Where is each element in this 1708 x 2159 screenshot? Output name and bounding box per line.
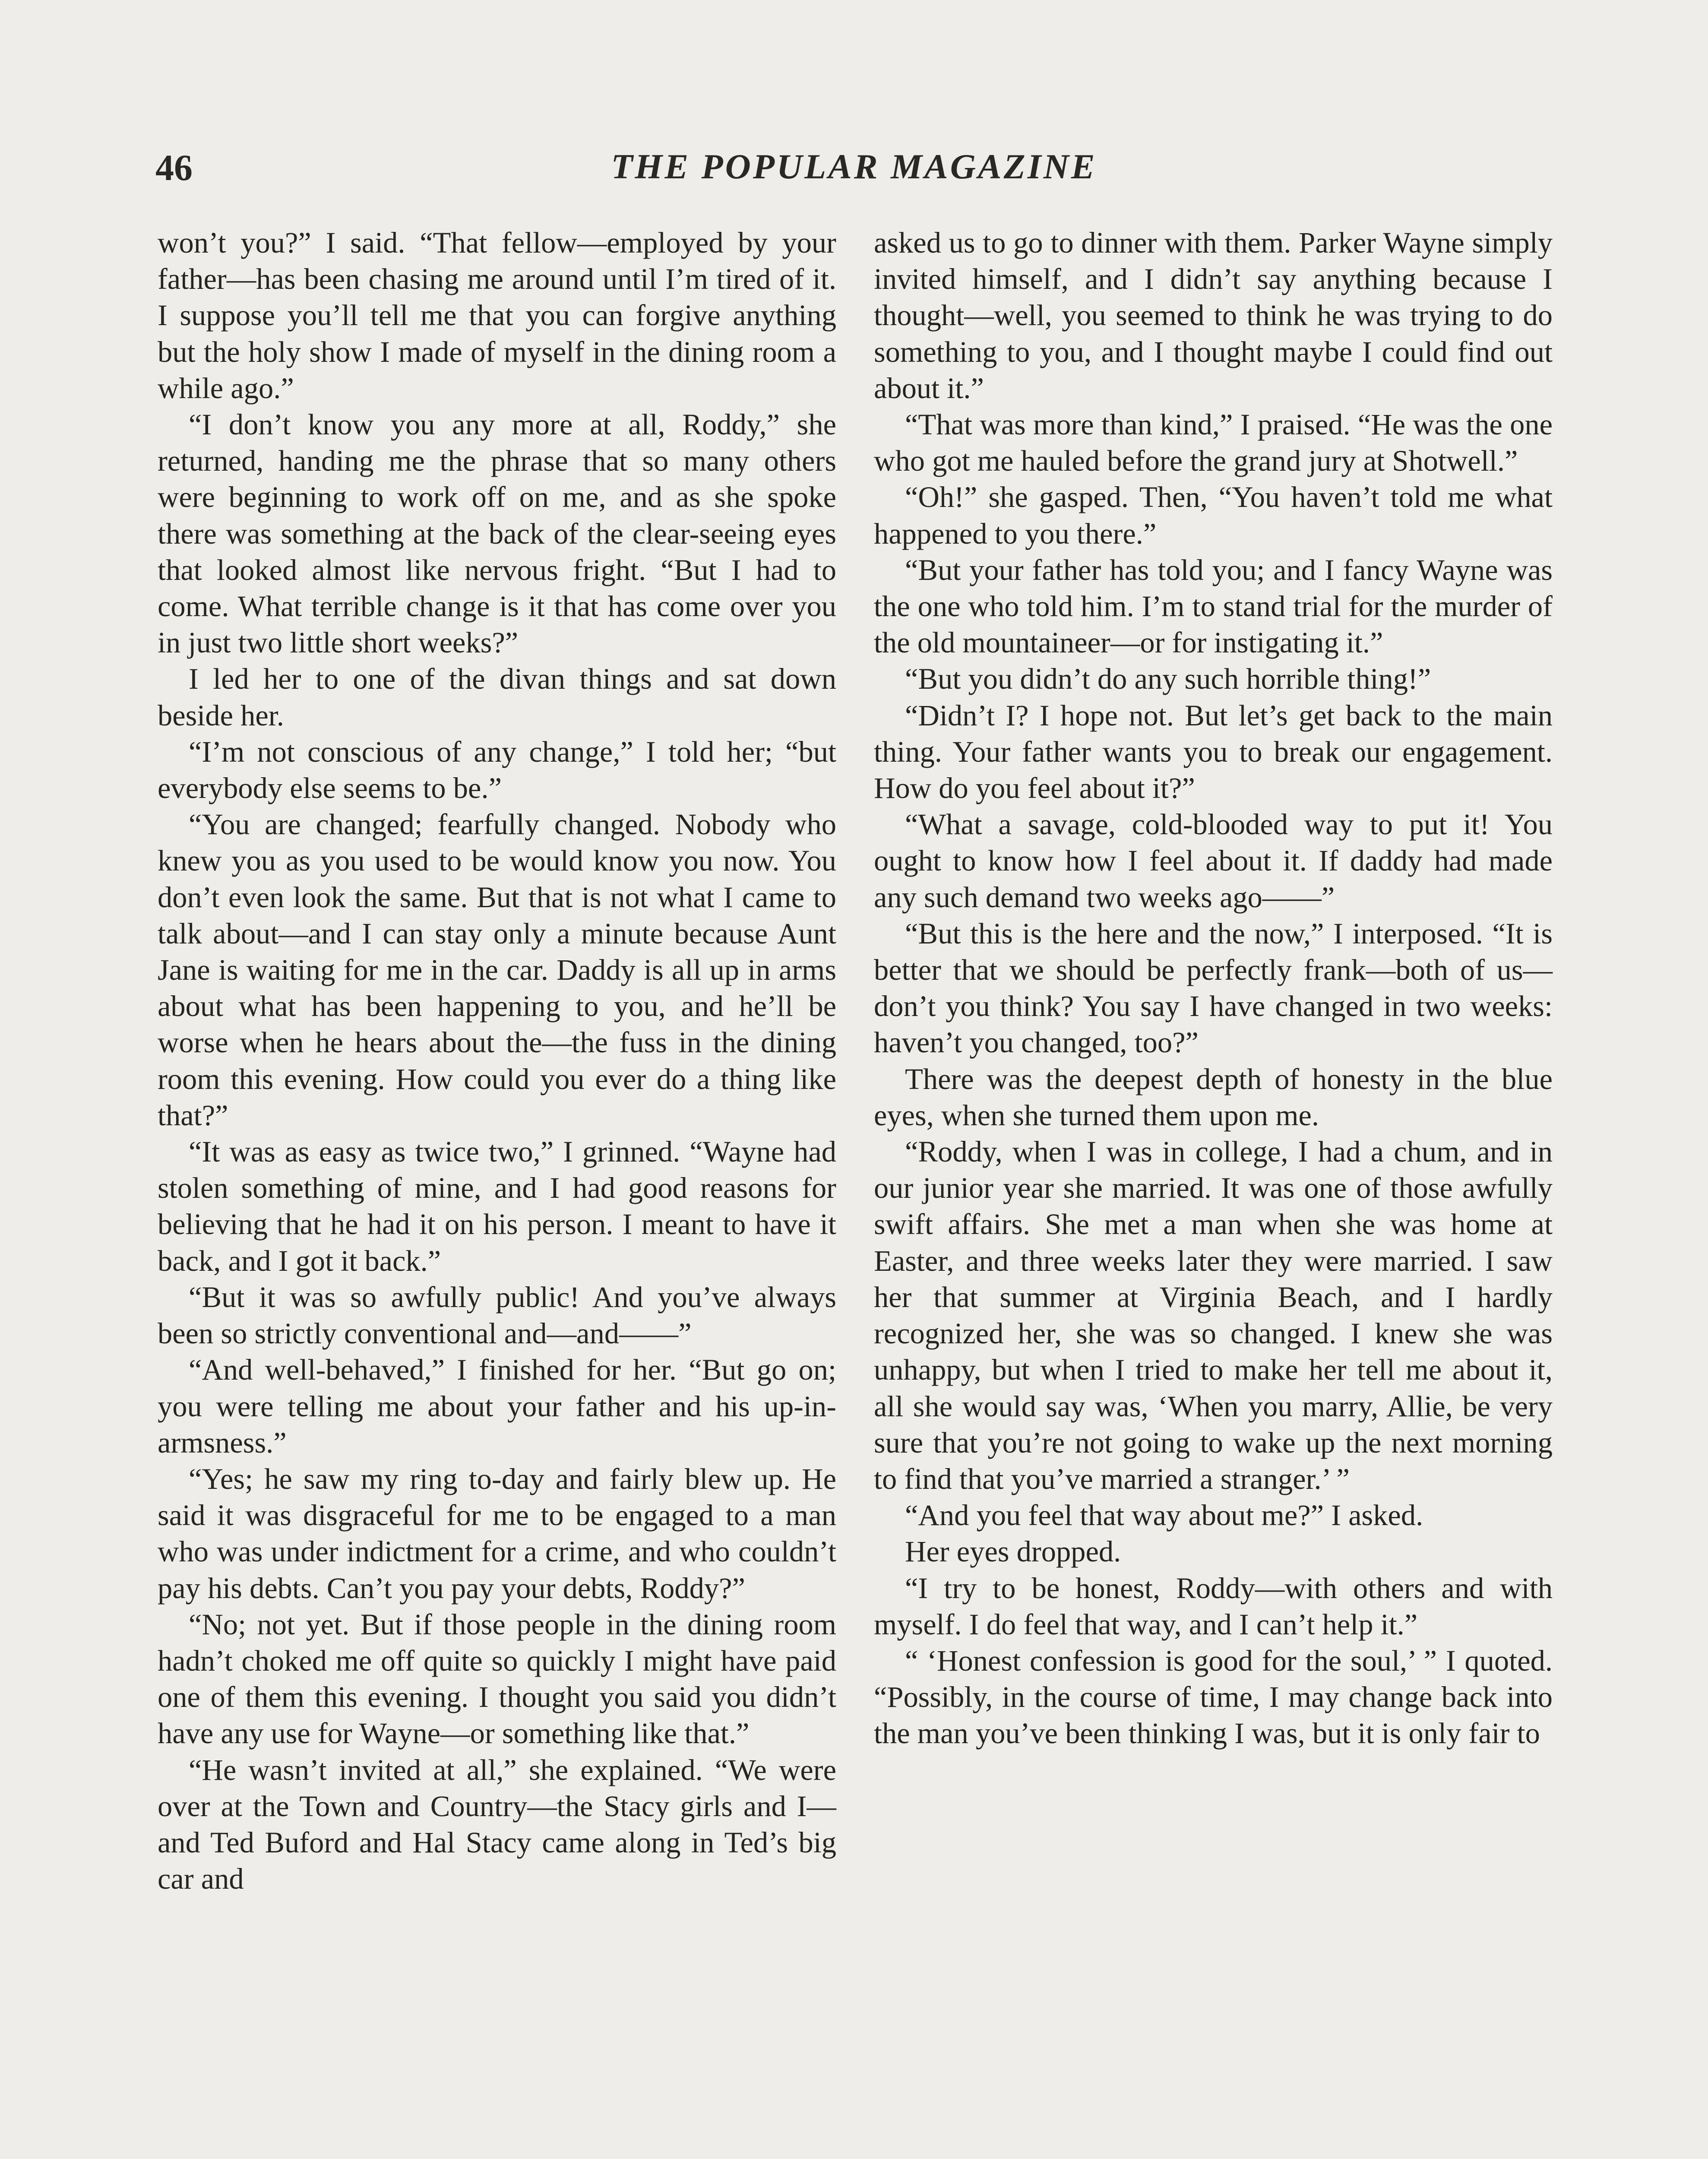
paragraph: “But this is the here and the now,” I interposed. “It is better that we should be perfectly frank—both of us—don’t you think? You say I have changed in two weeks: haven’t you changed, too?”: [874, 917, 1553, 1059]
paragraph: “But your father has told you; and I fancy Wayne was the one who told him. I’m to stand trial for the murder of the old mountaineer—or for instigating it.”: [874, 553, 1553, 659]
paragraph: asked us to go to dinner with them. Parker Wayne simply invited himself, and I didn’t say anything because I thought—well, you seemed to think he was trying to do something to you, and I thought maybe I could find out about it.”: [874, 226, 1553, 405]
paragraph: “I don’t know you any more at all, Roddy,” she returned, handing me the phrase that so many others were beginning to work off on me, and as she spoke there was something at the back of the clear-seeing eyes that looked almost like nervous fright. “But I had to come. What terrible change is it that has come over you in just two little short weeks?”: [158, 408, 836, 659]
paragraph: “Yes; he saw my ring to-day and fairly blew up. He said it was disgraceful for me to be engaged to a man who was under indictment for a crime, and who couldn’t pay his debts. Can’t you pay your debts, Roddy?”: [158, 1462, 836, 1605]
paragraph: “Didn’t I? I hope not. But let’s get back to the main thing. Your father wants you to break our engagement. How do you feel about it?”: [874, 699, 1553, 805]
running-title: THE POPULAR MAGAZINE: [611, 147, 1097, 186]
paragraph: “But you didn’t do any such horrible thing!”: [905, 662, 1431, 696]
paragraph: “Roddy, when I was in college, I had a chum, and in our junior year she married. It was one of those awfully swift affairs. She met a man when she was home at Easter, and three weeks later they were married. I saw her that summer at Virginia Beach, and I hardly recognized her, she was so changed. I knew she was unhappy, but when I tried to make her tell me about it, all she would say was, ‘When you marry, Allie, be very sure that you’re not going to wake up the next morning to find that you’ve married a stranger.’ ”: [874, 1135, 1553, 1495]
paragraph: “That was more than kind,” I praised. “He was the one who got me hauled before the grand jury at Shotwell.”: [874, 408, 1553, 478]
paragraph: Her eyes dropped.: [905, 1535, 1121, 1568]
right-column: [874, 225, 1553, 1752]
left-column: [158, 225, 836, 1897]
page-number: 46: [155, 147, 193, 188]
paragraph: “But it was so awfully public! And you’ve always been so strictly conventional and—and——”: [158, 1280, 836, 1350]
paragraph: “I try to be honest, Roddy—with others and with myself. I do feel that way, and I can’t help it.”: [874, 1571, 1553, 1641]
paragraph: I led her to one of the divan things and sat down beside her.: [158, 662, 836, 732]
paragraph: “It was as easy as twice two,” I grinned. “Wayne had stolen something of mine, and I had good reasons for believing that he had it on his person. I meant to have it back, and I got it back.”: [158, 1135, 836, 1277]
paragraph: “He wasn’t invited at all,” she explained. “We were over at the Town and Country—the Stacy girls and I—and Ted Buford and Hal Stacy came along in Ted’s big car and: [158, 1753, 836, 1896]
paragraph: “No; not yet. But if those people in the dining room hadn’t choked me off quite so quickly I might have paid one of them this evening. I thought you said you didn’t have any use for Wayne—or something like that.”: [158, 1608, 836, 1750]
paragraph: “ ‘Honest confession is good for the soul,’ ” I quoted. “Possibly, in the course of time, I may change back into the man you’ve been thinking I was, but it is only fair to: [874, 1644, 1553, 1750]
paragraph: “You are changed; fearfully changed. Nobody who knew you as you used to be would know you now. You don’t even look the same. But that is not what I came to talk about—and I can stay only a minute because Aunt Jane is waiting for me in the car. Daddy is all up in arms about what has been happening to you, and he’ll be worse when he hears about the—the fuss in the dining room this evening. How could you ever do a thing like that?”: [158, 808, 836, 1132]
paragraph: “And well-behaved,” I finished for her. “But go on; you were telling me about your father and his up-in-armsness.”: [158, 1353, 836, 1459]
paragraph: “I’m not conscious of any change,” I told her; “but everybody else seems to be.”: [158, 735, 836, 805]
paragraph: “Oh!” she gasped. Then, “You haven’t told me what happened to you there.”: [874, 481, 1553, 550]
paragraph: won’t you?” I said. “That fellow—employed by your father—has been chasing me around until I’m tired of it. I suppose you’ll tell me that you can forgive anything but the holy show I made of myself in the dining room a while ago.”: [158, 226, 836, 405]
paragraph: “What a savage, cold-blooded way to put it! You ought to know how I feel about it. If daddy had made any such demand two weeks ago——”: [874, 808, 1553, 914]
paragraph: There was the deepest depth of honesty in the blue eyes, when she turned them upon me.: [874, 1062, 1553, 1132]
paragraph: “And you feel that way about me?” I asked.: [905, 1499, 1423, 1532]
